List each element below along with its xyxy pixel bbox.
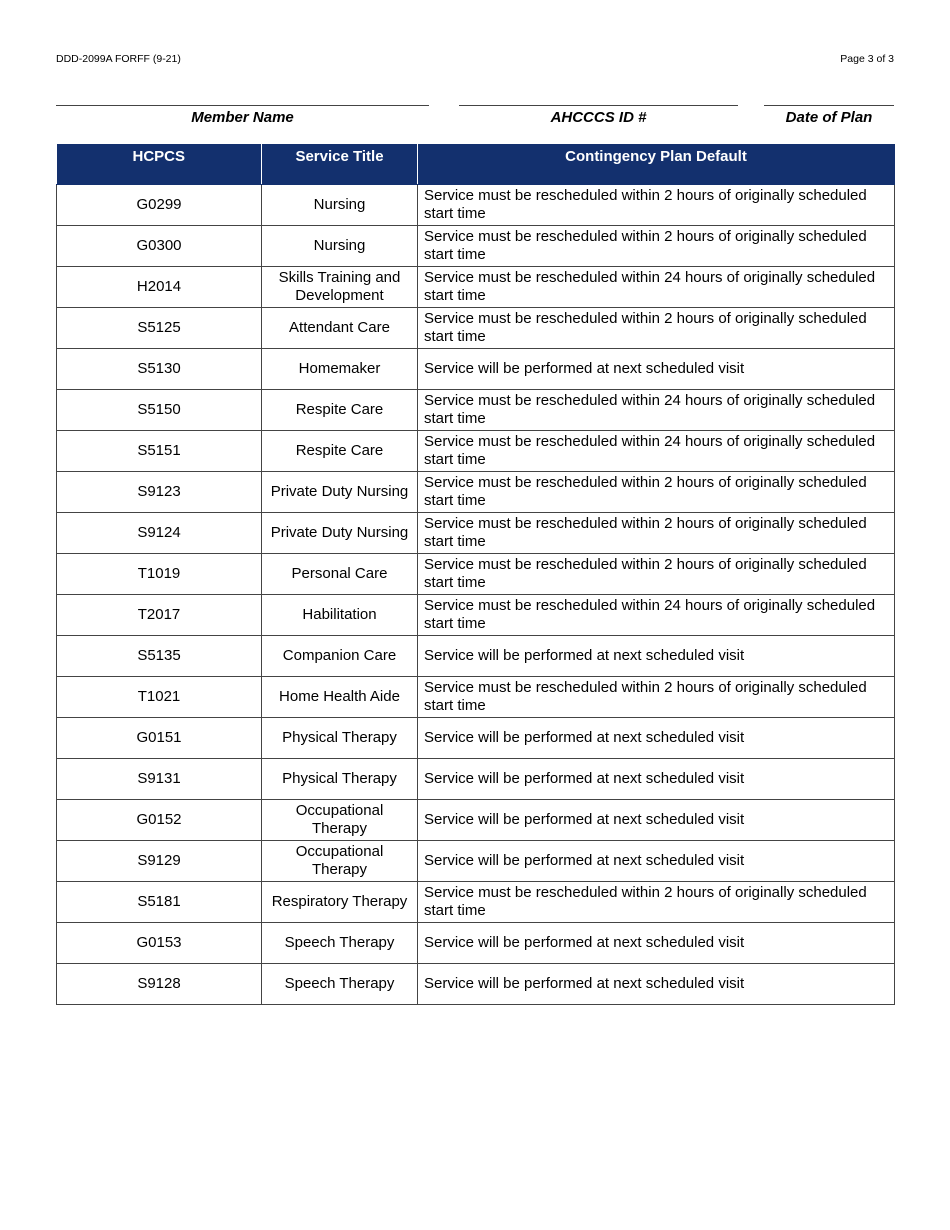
contingency-default-cell: Service must be rescheduled within 2 hours of originally scheduled start time <box>418 225 895 266</box>
service-title-cell: Private Duty Nursing <box>262 471 418 512</box>
service-title-cell: Speech Therapy <box>262 922 418 963</box>
table-row <box>57 840 895 881</box>
service-title-cell: Homemaker <box>262 348 418 389</box>
contingency-default-cell: Service will be performed at next scheduled visit <box>418 922 895 963</box>
hcpcs-cell: T2017 <box>57 594 262 635</box>
hcpcs-cell: S5151 <box>57 430 262 471</box>
hcpcs-cell: S5181 <box>57 881 262 922</box>
contingency-default-cell: Service must be rescheduled within 24 hours of originally scheduled start time <box>418 266 895 307</box>
service-title-cell: Occupational Therapy <box>262 840 418 881</box>
member-name-line <box>56 105 429 106</box>
table-row <box>57 512 895 553</box>
ahcccs-id-label: AHCCCS ID # <box>550 109 647 126</box>
service-title-cell: Companion Care <box>262 635 418 676</box>
table-row <box>57 184 895 225</box>
table-row <box>57 881 895 922</box>
service-title-cell: Skills Training and Development <box>262 266 418 307</box>
page-number: Page 3 of 3 <box>840 53 894 65</box>
table-row <box>57 225 895 266</box>
service-title-cell: Nursing <box>262 225 418 266</box>
service-title-cell: Occupational Therapy <box>262 799 418 840</box>
service-title-cell: Respiratory Therapy <box>262 881 418 922</box>
column-header-hcpcs: HCPCS <box>57 144 262 184</box>
table-row <box>57 471 895 512</box>
hcpcs-cell: G0300 <box>57 225 262 266</box>
table-row <box>57 430 895 471</box>
hcpcs-cell: S9131 <box>57 758 262 799</box>
hcpcs-cell: S5150 <box>57 389 262 430</box>
contingency-default-cell: Service must be rescheduled within 2 hours of originally scheduled start time <box>418 471 895 512</box>
service-title-cell: Nursing <box>262 184 418 225</box>
hcpcs-cell: S9129 <box>57 840 262 881</box>
contingency-plan-table <box>56 144 895 1005</box>
service-title-cell: Private Duty Nursing <box>262 512 418 553</box>
table-row <box>57 553 895 594</box>
table-row <box>57 758 895 799</box>
hcpcs-cell: S9124 <box>57 512 262 553</box>
contingency-default-cell: Service must be rescheduled within 2 hours of originally scheduled start time <box>418 881 895 922</box>
contingency-default-cell: Service must be rescheduled within 2 hours of originally scheduled start time <box>418 512 895 553</box>
hcpcs-cell: S5135 <box>57 635 262 676</box>
table-row <box>57 799 895 840</box>
table-header-row <box>57 144 895 184</box>
table-row <box>57 635 895 676</box>
hcpcs-cell: G0152 <box>57 799 262 840</box>
contingency-default-cell: Service will be performed at next scheduled visit <box>418 963 895 1004</box>
contingency-default-cell: Service will be performed at next scheduled visit <box>418 348 895 389</box>
contingency-default-cell: Service must be rescheduled within 2 hours of originally scheduled start time <box>418 307 895 348</box>
date-of-plan-label: Date of Plan <box>785 109 873 126</box>
service-title-cell: Speech Therapy <box>262 963 418 1004</box>
service-title-cell: Respite Care <box>262 430 418 471</box>
contingency-default-cell: Service will be performed at next scheduled visit <box>418 840 895 881</box>
service-title-cell: Habilitation <box>262 594 418 635</box>
service-title-cell: Respite Care <box>262 389 418 430</box>
hcpcs-cell: G0153 <box>57 922 262 963</box>
contingency-default-cell: Service will be performed at next scheduled visit <box>418 799 895 840</box>
hcpcs-cell: S5130 <box>57 348 262 389</box>
contingency-default-cell: Service must be rescheduled within 24 hours of originally scheduled start time <box>418 594 895 635</box>
service-title-cell: Attendant Care <box>262 307 418 348</box>
contingency-default-cell: Service will be performed at next scheduled visit <box>418 635 895 676</box>
table-row <box>57 717 895 758</box>
contingency-default-cell: Service must be rescheduled within 2 hours of originally scheduled start time <box>418 676 895 717</box>
ahcccs-id-line <box>459 105 738 106</box>
table-row <box>57 266 895 307</box>
table-row <box>57 922 895 963</box>
hcpcs-cell: H2014 <box>57 266 262 307</box>
table-row <box>57 389 895 430</box>
service-title-cell: Physical Therapy <box>262 758 418 799</box>
table-row <box>57 676 895 717</box>
date-of-plan-line <box>764 105 894 106</box>
hcpcs-cell: S9128 <box>57 963 262 1004</box>
column-header-contingency-default: Contingency Plan Default <box>418 144 895 184</box>
hcpcs-cell: S9123 <box>57 471 262 512</box>
hcpcs-cell: S5125 <box>57 307 262 348</box>
table-row <box>57 307 895 348</box>
contingency-default-cell: Service will be performed at next scheduled visit <box>418 758 895 799</box>
table-body <box>57 184 895 1004</box>
service-title-cell: Physical Therapy <box>262 717 418 758</box>
hcpcs-cell: T1021 <box>57 676 262 717</box>
column-header-service-title: Service Title <box>262 144 418 184</box>
form-id: DDD-2099A FORFF (9-21) <box>56 53 181 65</box>
hcpcs-cell: T1019 <box>57 553 262 594</box>
table-row <box>57 594 895 635</box>
table-row <box>57 348 895 389</box>
contingency-default-cell: Service will be performed at next scheduled visit <box>418 717 895 758</box>
member-name-label: Member Name <box>191 109 294 126</box>
table-row <box>57 963 895 1004</box>
contingency-default-cell: Service must be rescheduled within 24 hours of originally scheduled start time <box>418 430 895 471</box>
hcpcs-cell: G0299 <box>57 184 262 225</box>
contingency-default-cell: Service must be rescheduled within 24 hours of originally scheduled start time <box>418 389 895 430</box>
hcpcs-cell: G0151 <box>57 717 262 758</box>
service-title-cell: Personal Care <box>262 553 418 594</box>
contingency-default-cell: Service must be rescheduled within 2 hours of originally scheduled start time <box>418 553 895 594</box>
service-title-cell: Home Health Aide <box>262 676 418 717</box>
contingency-default-cell: Service must be rescheduled within 2 hours of originally scheduled start time <box>418 184 895 225</box>
